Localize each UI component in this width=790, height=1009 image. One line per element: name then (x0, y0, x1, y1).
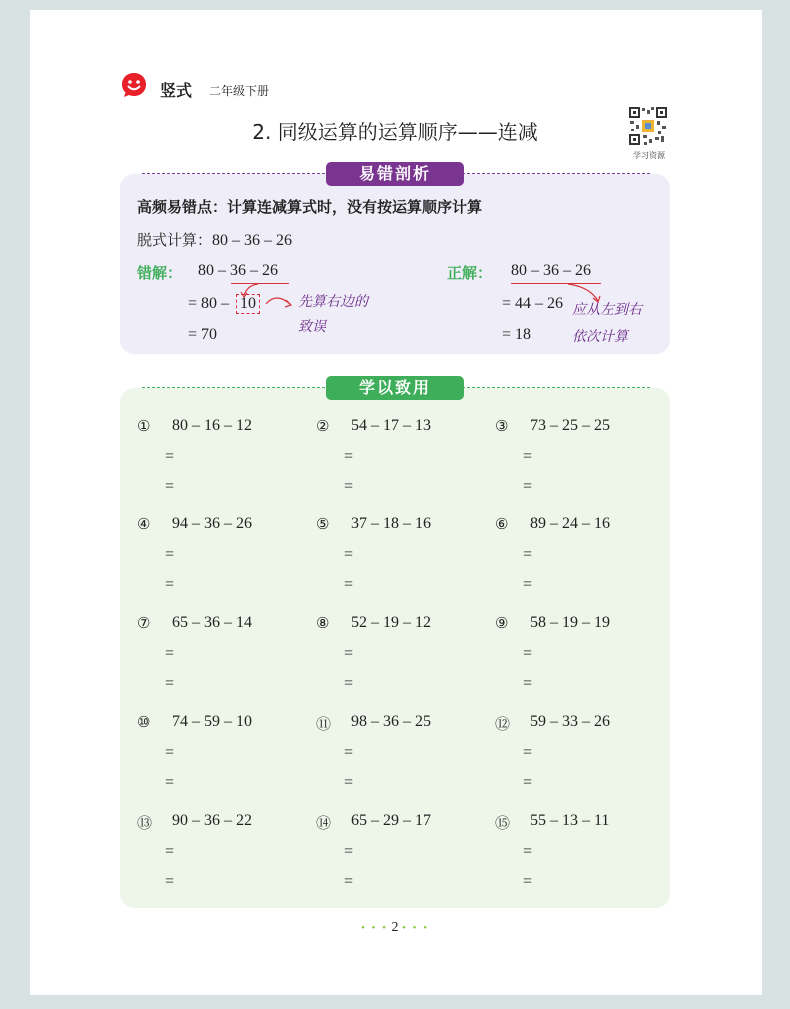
wrong-note-line1: 先算右边的 (298, 294, 368, 310)
problem-expression: 55 – 13 – 11 (530, 812, 610, 829)
answer-line-1[interactable]: = (523, 546, 533, 563)
right-line3: = 18 (502, 326, 532, 343)
problem-expression: 80 – 16 – 12 (172, 417, 252, 434)
wrong-note-line2: 致误 (298, 319, 326, 335)
problem-item (495, 713, 665, 803)
problem-item (495, 614, 665, 704)
key-point-text: 高频易错点：计算连减算式时，没有按运算顺序计算 (137, 198, 483, 216)
problem-item (137, 812, 307, 902)
grade-label: 二年级下册 (209, 84, 270, 98)
problem-number: ⑨ (495, 614, 509, 632)
smiley-logo-icon (121, 72, 147, 98)
right-line2: = 44 – 26 (502, 295, 564, 312)
problem-number: ⑩ (137, 713, 151, 731)
answer-line-1[interactable]: = (523, 448, 533, 465)
qr-caption: 学习资源 (633, 151, 665, 160)
footer-dots-right: • • • (402, 922, 430, 934)
problem-number: ⑧ (316, 614, 330, 632)
right-note-line2: 依次计算 (572, 329, 628, 345)
problem-item (495, 812, 665, 902)
problem-expression: 37 – 18 – 16 (351, 515, 431, 532)
wrong-label: 错解： (137, 264, 183, 282)
analysis-heading: 易错剖析 (326, 162, 464, 186)
wrong-boxed-value: 10 (236, 294, 260, 314)
right-note-line1: 应从左到右 (572, 302, 642, 318)
answer-line-2[interactable]: = (523, 576, 533, 593)
problem-item (316, 515, 486, 605)
problem-number: ⑫ (495, 715, 511, 733)
answer-line-2[interactable]: = (344, 478, 354, 495)
problem-expression: 90 – 36 – 22 (172, 812, 252, 829)
answer-line-1[interactable]: = (523, 843, 533, 860)
answer-line-1[interactable]: = (523, 744, 533, 761)
problem-expression: 54 – 17 – 13 (351, 417, 431, 434)
problem-item (137, 515, 307, 605)
page-title: 2. 同级运算的运算顺序——连减 (252, 120, 538, 144)
problem-expression: 58 – 19 – 19 (530, 614, 610, 631)
problem-item (316, 417, 486, 507)
page-footer (0, 920, 790, 936)
problem-expression: 59 – 33 – 26 (530, 713, 610, 730)
answer-line-1[interactable]: = (165, 843, 175, 860)
problem-expression: 98 – 36 – 25 (351, 713, 431, 730)
answer-line-1[interactable]: = (165, 744, 175, 761)
page-number: 2 (391, 920, 399, 935)
answer-line-1[interactable]: = (344, 843, 354, 860)
problem-number: ② (316, 417, 330, 435)
problem-item (495, 515, 665, 605)
right-label: 正解： (447, 264, 493, 282)
problem-number: ⑪ (316, 715, 332, 733)
answer-line-2[interactable]: = (523, 675, 533, 692)
problem-expression: 89 – 24 – 16 (530, 515, 610, 532)
problem-expression: 94 – 36 – 26 (172, 515, 252, 532)
problem-item (137, 614, 307, 704)
answer-line-1[interactable]: = (165, 546, 175, 563)
answer-line-1[interactable]: = (523, 645, 533, 662)
answer-line-2[interactable]: = (344, 675, 354, 692)
problem-number: ⑥ (495, 515, 509, 533)
answer-line-2[interactable]: = (344, 774, 354, 791)
off-calc-expr: 80 – 36 – 26 (212, 232, 293, 249)
problem-expression: 73 – 25 – 25 (530, 417, 610, 434)
answer-line-1[interactable]: = (344, 744, 354, 761)
problem-number: ⑦ (137, 614, 151, 632)
answer-line-1[interactable]: = (344, 645, 354, 662)
answer-line-2[interactable]: = (344, 576, 354, 593)
problem-expression: 65 – 29 – 17 (351, 812, 431, 829)
wrong-line1: 80 – 36 – 26 (198, 262, 278, 279)
problem-number: ⑬ (137, 814, 153, 832)
problem-item (316, 614, 486, 704)
wrong-line3: = 70 (188, 326, 218, 343)
answer-line-1[interactable]: = (344, 546, 354, 563)
footer-dots-left: • • • (360, 922, 388, 934)
answer-line-2[interactable]: = (165, 478, 175, 495)
off-calc-label: 脱式计算： (137, 231, 213, 249)
practice-heading: 学以致用 (326, 376, 464, 400)
problem-number: ⑭ (316, 814, 332, 832)
answer-line-1[interactable]: = (344, 448, 354, 465)
problem-number: ③ (495, 417, 509, 435)
problem-item (137, 713, 307, 803)
answer-line-1[interactable]: = (165, 645, 175, 662)
off-calc-line (137, 229, 292, 250)
answer-line-2[interactable]: = (165, 873, 175, 890)
qr-code-icon (628, 106, 668, 146)
answer-line-2[interactable]: = (344, 873, 354, 890)
problem-item (495, 417, 665, 507)
book-brand: 竖式 (160, 81, 193, 100)
problem-expression: 65 – 36 – 14 (172, 614, 252, 631)
answer-line-2[interactable]: = (165, 576, 175, 593)
problem-number: ① (137, 417, 151, 435)
answer-line-2[interactable]: = (165, 675, 175, 692)
problem-number: ⑮ (495, 814, 511, 832)
problem-expression: 52 – 19 – 12 (351, 614, 431, 631)
wrong-line2-prefix: = 80 – (188, 295, 230, 312)
problem-number: ④ (137, 515, 151, 533)
answer-line-2[interactable]: = (523, 478, 533, 495)
answer-line-2[interactable]: = (523, 873, 533, 890)
problem-item (137, 417, 307, 507)
problem-item (316, 713, 486, 803)
problem-item (316, 812, 486, 902)
right-line1: 80 – 36 – 26 (511, 262, 591, 279)
wrong-note-arrow-icon (264, 290, 296, 312)
problem-number: ⑤ (316, 515, 330, 533)
answer-line-1[interactable]: = (165, 448, 175, 465)
problem-expression: 74 – 59 – 10 (172, 713, 252, 730)
answer-line-2[interactable]: = (165, 774, 175, 791)
answer-line-2[interactable]: = (523, 774, 533, 791)
